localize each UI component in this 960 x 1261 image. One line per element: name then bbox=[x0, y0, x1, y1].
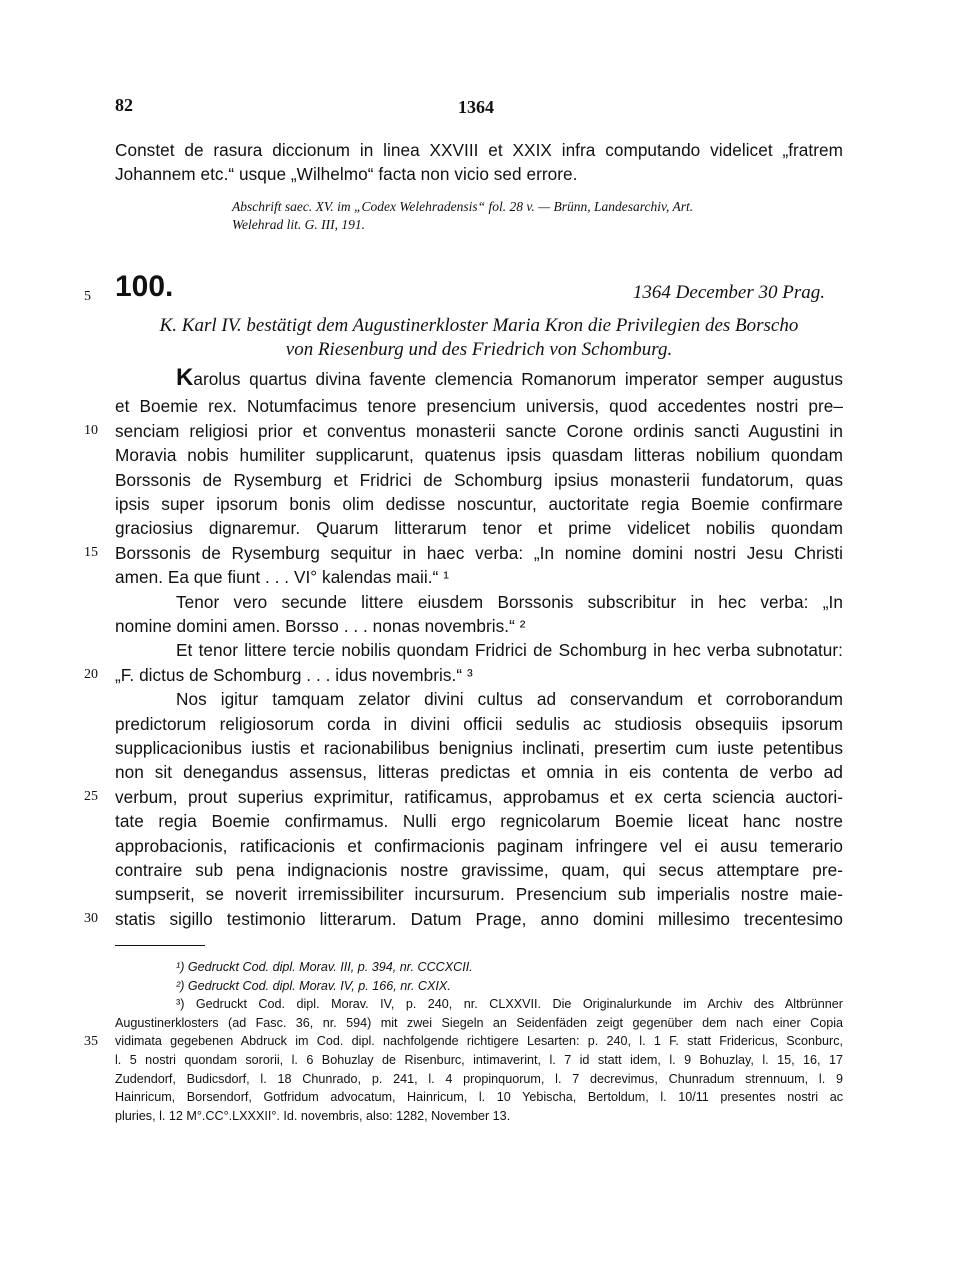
body-line: statis sigillo testimonio litterarum. Datum Prage, anno domini millesimo trecentesimo bbox=[115, 908, 843, 929]
footnote-line: Hainricum, Borsendorf, Gotfridum advocatum, Hainricum, l. 10 Yebischa, Bertoldum, l. 10/11 presentes nostri ac bbox=[115, 1090, 843, 1105]
header-year: 1364 bbox=[458, 97, 494, 117]
footnote-line: pluries, l. 12 M°.CC°.LXXXII°. Id. novembris, also: 1282, November 13. bbox=[115, 1108, 511, 1123]
body-line: Nos igitur tamquam zelator divini cultus ad conservandum et corroborandum bbox=[176, 689, 843, 710]
footnote-divider bbox=[115, 945, 205, 946]
footnote-line: ²) Gedruckt Cod. dipl. Morav. IV, p. 166, nr. CXIX. bbox=[176, 978, 451, 993]
body-line: tate regia Boemie confirmamus. Nulli ergo regnicolarum Boemie liceat hanc nostre bbox=[115, 811, 843, 832]
line-number: 30 bbox=[84, 910, 98, 926]
line-number: 35 bbox=[84, 1034, 98, 1050]
body-line: contraire sub pena indignacionis nostre gravissime, quam, qui secus attemptare pre- bbox=[115, 860, 843, 880]
initial-letter: K bbox=[176, 364, 194, 391]
body-line: nomine domini amen. Borsso . . . nonas novembris.“ ² bbox=[115, 616, 526, 636]
body-line: graciosius dignaremur. Quarum litterarum tenor et prime videlicet nobilis quondam bbox=[115, 518, 843, 539]
body-line: Borssonis de Rysemburg sequitur in haec verba: „In nomine domini nostri Jesu Christi bbox=[115, 542, 843, 563]
body-line: supplicacionibus iustis et racionabilibus benignius inclinati, presertim cum iuste petentibus bbox=[115, 738, 843, 758]
body-line: amen. Ea que fiunt . . . VI° kalendas maii.“ ¹ bbox=[115, 567, 449, 588]
body-line: sumpserit, se noverit irremissibiliter incursurum. Presencium sub imperialis nostre maie- bbox=[115, 884, 843, 905]
body-line: approbacionis, ratificacionis et confirmacionis paginam infringere vel ei ausu temerario bbox=[115, 835, 843, 856]
footnote-line: vidimata gegebenen Abdruck im Cod. dipl. nachfolgende richtigere Lesarten: p. 240, l. 1 F. statt Fridericus, Sconburc, bbox=[115, 1034, 843, 1049]
document-date: 1364 December 30 Prag. bbox=[632, 282, 825, 303]
footnote-line: l. 5 nostri quondam sororii, l. 6 Bohuzlay de Risenburc, intimaverint, l. 7 id statt idem, l. 9 Bohuzlay, l. 15, 16, 17 bbox=[115, 1053, 843, 1067]
body-line: non sit denegandus assensus, litteras predictas et omnia in eis contenta de verbo ad bbox=[115, 762, 843, 783]
intro-line-2: Johannem etc.“ usque „Wilhelmo“ facta non vicio sed errore. bbox=[115, 164, 578, 184]
intro-line-1: Constet de rasura diccionum in linea XXVIII et XXIX infra computando videlicet „fratrem bbox=[115, 140, 843, 160]
document-number: 100. bbox=[115, 270, 174, 303]
footnote-line: Zudendorf, Budicsdorf, l. 18 Chunrado, p. 241, l. 4 propinquorum, l. 7 decrevimus, Chunradum strennuum, l. 9 bbox=[115, 1071, 843, 1086]
source-note-line-2: Welehrad lit. G. III, 191. bbox=[232, 217, 365, 232]
source-note-line-1: Abschrift saec. XV. im „Codex Welehradensis“ fol. 28 v. — Brünn, Landesarchiv, Art. bbox=[232, 199, 694, 214]
body-line: ipsis super ipsorum bonis olim dedisse noscuntur, auctoritate regia Boemie confirmare bbox=[115, 494, 843, 514]
summary-line-2: von Riesenburg und des Friedrich von Schomburg. bbox=[285, 339, 673, 360]
footnote-line: ³) Gedruckt Cod. dipl. Morav. IV, p. 240, nr. CLXXVII. Die Originalurkunde im Archiv des Altbrünner bbox=[176, 997, 843, 1012]
line-number: 25 bbox=[84, 788, 98, 804]
body-line: Et tenor littere tercie nobilis quondam Fridrici de Schomburg in hec verba subnotatur: bbox=[176, 640, 843, 661]
body-line: Borssonis de Rysemburg et Fridrici de Schomburg ipsius monasterii fundatorum, quas bbox=[115, 469, 843, 490]
body-line: verbum, prout superius exprimitur, ratificamus, approbamus et ex certa sciencia auctori- bbox=[115, 786, 843, 807]
body-line: et Boemie rex. Notumfacimus tenore presencium universis, quod accedentes nostri pre– bbox=[115, 396, 843, 417]
body-line: predictorum religiosorum corda in divini officii sedulis ac studiosis obsequiis ipsorum bbox=[115, 713, 843, 734]
page-number: 82 bbox=[115, 95, 133, 115]
body-line-text: arolus quartus divina favente clemencia Romanorum imperator semper augustus bbox=[193, 369, 843, 389]
summary-line-1: K. Karl IV. bestätigt dem Augustinerkloster Maria Kron die Privilegien des Borscho bbox=[159, 315, 799, 336]
line-number: 15 bbox=[84, 544, 98, 560]
body-line: senciam religiosi prior et conventus monasterii sancte Corone ordinis sancti Augustini in bbox=[115, 420, 843, 441]
line-number: 20 bbox=[84, 666, 98, 682]
body-line bbox=[176, 366, 843, 390]
body-line: „F. dictus de Schomburg . . . idus novembris.“ ³ bbox=[115, 664, 473, 685]
body-line: Tenor vero secunde littere eiusdem Borssonis subscribitur in hec verba: „In bbox=[176, 591, 843, 612]
footnote-line: Augustinerklosters (ad Fasc. 36, nr. 594) mit zwei Siegeln an Seidenfäden zeigt gegenüber dem nach einer Copia bbox=[115, 1015, 843, 1030]
body-line: Moravia nobis humiliter supplicarunt, quatenus ipsis quasdam litteras nobilium quondam bbox=[115, 445, 843, 466]
line-number: 5 bbox=[84, 289, 91, 304]
line-number: 10 bbox=[84, 422, 98, 438]
footnote-line: ¹) Gedruckt Cod. dipl. Morav. III, p. 394, nr. CCCXCII. bbox=[176, 960, 473, 974]
